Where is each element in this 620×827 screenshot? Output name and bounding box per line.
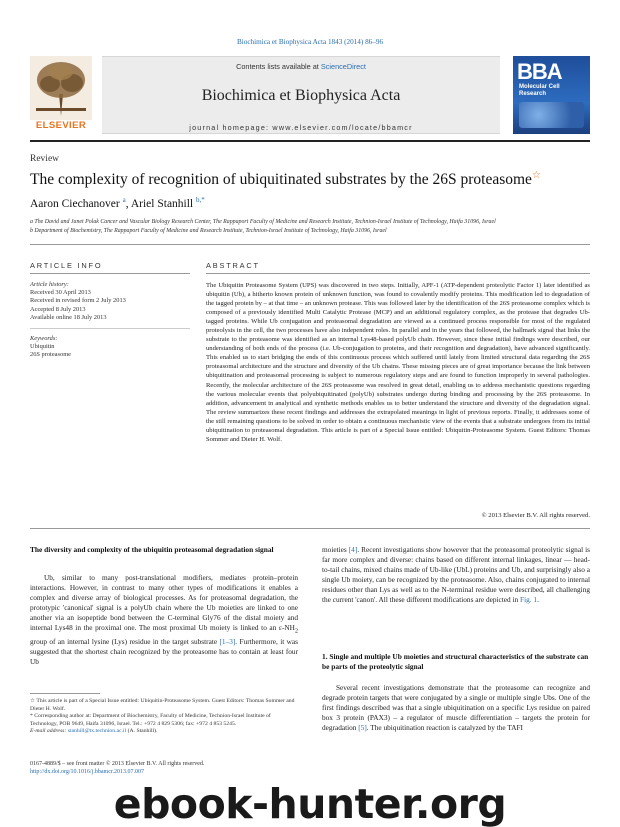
journal-title: Biochimica et Biophysica Acta (201, 87, 401, 104)
figure-link[interactable]: Fig. 1 (520, 594, 538, 604)
reference-link[interactable]: [5] (358, 722, 367, 732)
abstract-text: The Ubiquitin Proteasome System (UPS) was discovered in two steps. Initially, APF-1 (ATP-dependent proteolytic Factor 1) later identified as ubiquitin (Ub), a hitherto known protein of unknown function, was found to covalently modify proteins. This modification led to degradation of the tagged protein by – at that time – an unknown protease. This was followed later by the identification of the 26S proteasome complex which is composed of a previously identified Multi Catalytic Protease (MCP) and an additional regulatory complex, as the protease that degrades Ub-tagged proteins. While Ub conjugation and proteasomal degradation are viewed as a continued process responsible for most of the regulated proteolysis in the cell, the two processes have also independent roles. In parallel and in the years that followed, the hallmark signal that links the substrate to the proteasome was identified as an internal Lys48-based polyUb chain. However, since these initial findings were described, our understanding of both ends of the process (i.e. Ub-conjugation to proteins, and their recognition and degradation), have advanced significantly. This enabled us to start bridging the ends of this continuous process which suffered until lately from limited structural data regarding the 26S proteasomal architecture and the structure and diversity of the Ub chains. These missing pieces are of great importance because the link between ubiquitination and proteasomal processing is subject to numerous regulatory steps and are found to function improperly in several pathologies. Recently, the molecular architecture of the 26S proteasome was resolved in great detail, enabling us to address mechanistic questions regarding the various molecular events that polyubiquitinated (polyUb) substrates undergo during binding and processing by the 26S proteasome. In addition, advancement in analytical and synthetic methods enables us to better understand the structure and diversity of the degradation signal. The review summarizes these recent findings and addresses the extrapolated meanings in light of previous reports. Finally, it addresses some of the still remaining questions to be solved in order to obtain a continuous mechanistic view of the events that a substrate undergoes from its initial ubiquitination to proteasomal degradation. This article is part of a Special Issue entitled: Ubiquitin-Proteasome System. Guest Editors: Thomas Sommer and Dieter H. Wolf. (206, 282, 590, 443)
body-text: . (537, 594, 539, 604)
cover-subtitle: Molecular Cell Research (519, 84, 560, 97)
author-list (30, 196, 205, 210)
footnote: * Corresponding author at: Department of Biochemistry, Faculty of Medicine, Technion-Israel Institute of Technology, POB 9649, Haifa 31096, Israel. Tel.: +972 4 829 5306; fax: +972 4 853 5245. (30, 713, 271, 727)
keywords-label: Keywords: (30, 335, 58, 342)
reference-link[interactable]: [4] (348, 545, 358, 554)
elsevier-tree-logo (30, 56, 92, 134)
history-item: Available online 18 July 2013 (30, 313, 107, 321)
abstract-divider (206, 273, 590, 274)
journal-citation[interactable]: Biochimica et Biophysica Acta 1843 (2014) 86–96 (236, 38, 384, 46)
body-paragraph (30, 573, 298, 667)
journal-banner (30, 56, 590, 134)
journal-title-box (102, 56, 500, 134)
info-divider (30, 328, 190, 329)
elsevier-wordmark: ELSEVIER (35, 120, 87, 131)
sciencedirect-link[interactable]: ScienceDirect (320, 62, 366, 71)
article-info-heading: ARTICLE INFO (30, 261, 103, 270)
journal-cover-image (513, 56, 590, 134)
journal-homepage[interactable]: journal homepage: www.elsevier.com/locate/bbamcr (189, 123, 413, 132)
footnotes (30, 698, 298, 736)
footnote: ☆ This article is part of a Special Issue entitled: Ubiquitin-Proteasome System. Guest Editors: Thomas Sommer and Dieter H. Wolf. (30, 698, 295, 712)
contents-line (102, 62, 500, 71)
header-divider (30, 140, 590, 142)
title-divider (30, 244, 590, 245)
body-text: . The ubiquitination reaction is catalyzed by the TAFI (366, 722, 523, 732)
article-title (30, 170, 590, 189)
issn-footer (30, 760, 204, 776)
keywords (30, 335, 160, 360)
tree-icon (30, 56, 92, 120)
keyword: Ubiquitin (30, 343, 55, 351)
body-text: . Furthermore, it was suggested that the shortest chain recognized by the proteasome has to contain at least four Ub (30, 636, 298, 666)
subscript: 2 (294, 627, 298, 634)
body-paragraph (322, 545, 590, 604)
body-text: Ub, similar to many post-translational modifiers, mediates protein–protein interactions. However, in contrast to many other types of modifications it enables a complex and diverse array of biological processes. As for proteasomal degradation, the prototypic 'canonical' signal is a polyUb chain where the Ub moieties are linked to one another via an isopeptide bond between the C-terminal Gly76 of the distal moiety and internal Lys48 in the proximal one. The most proximal Ub moiety is linked to an ε-NH (30, 573, 298, 632)
doi-link[interactable]: http://dx.doi.org/10.1016/j.bbamcr.2013.07.007 (30, 769, 145, 775)
affiliation: a The David and Janet Polak Cancer and Vascular Biology Research Center, The Rappaport Faculty of Medicine and Research Institute, Technion-Israel Institute of Technology, Haifa 31096, Israel (30, 219, 496, 225)
info-divider (30, 273, 190, 274)
issn-line: 0167-4889/$ – see front matter © 2013 Elsevier B.V. All rights reserved. (30, 761, 205, 767)
section-heading: 1. Single and multiple Ub moieties and structural characteristics of the substrate can be parts of the proteolytic signal (322, 652, 589, 671)
keyword: 26S proteasome (30, 351, 71, 359)
contents-prefix: Contents lists available at (236, 62, 321, 71)
author-separator: , (125, 197, 131, 210)
abstract-end-divider (30, 528, 590, 529)
author-name[interactable]: Ariel Stanhill (130, 197, 194, 210)
email-link[interactable]: stanhill@tx.technion.ac.il (67, 728, 127, 735)
article-title-text: The complexity of recognition of ubiquitinated substrates by the 26S proteasome (30, 171, 532, 189)
abstract-heading: ABSTRACT (206, 261, 260, 270)
watermark-text: ebook-hunter.org (113, 780, 507, 827)
email-label: E-mail address: (30, 728, 67, 735)
history-label: Article history: (30, 281, 69, 288)
body-text: . Recent investigations show however that the proteasomal proteolytic signal is far more complex and diverse: chains based on different internal linkages, linear — head-to-tail chains, mixed chains made of Ub-like (UbL) proteins and Ub, and surprisingly also a single Ub moiety, can be recognized by the proteasome. Also, chains conjugated to internal residues other than Lys as well as to the N-terminal residue were described, all challenging the current 'canon'. All these different modifications are depicted in (322, 545, 590, 604)
email-footnote (30, 728, 298, 736)
email-suffix: (A. Stanhill). (127, 728, 158, 735)
affiliation: b Department of Biochemistry, The Rappaport Faculty of Medicine and Research Institute, Technion-Israel Institute of Technology, Haifa 31096, Israel (30, 228, 387, 234)
history-item: Accepted 8 July 2013 (30, 305, 86, 313)
body-text: moieties (322, 545, 349, 554)
cover-illustration (519, 102, 584, 128)
footnote-divider (30, 693, 100, 694)
author-affil-mark[interactable]: a (122, 196, 126, 204)
history-item: Received in revised form 2 July 2013 (30, 297, 126, 305)
reference-link[interactable]: [1–3] (219, 636, 236, 646)
section-heading: The diversity and complexity of the ubiquitin proteasomal degradation signal (30, 545, 274, 554)
section-type: Review (30, 154, 60, 164)
body-paragraph (322, 683, 590, 733)
body-text: group of an internal lysine (Lys) residue in the target substrate (30, 636, 220, 646)
copyright: © 2013 Elsevier B.V. All rights reserved. (481, 512, 590, 519)
history-item: Received 30 April 2013 (30, 289, 91, 297)
author-affil-mark[interactable]: b,* (196, 196, 205, 204)
cover-bba-text: BBA (517, 59, 562, 84)
body-text: Several recent investigations demonstrate that the proteasome can recognize and degrade protein targets that were conjugated by a single or multiple single Ubs. One of the first findings described was that a single ubiquitination on a specific Lys residue on paired box 3 protein (PAX3) – a regulator of muscle differentiation – targets the protein for degradation (322, 683, 590, 732)
article-history (30, 281, 160, 322)
title-footnote-mark[interactable]: ☆ (531, 170, 541, 181)
author-name[interactable]: Aaron Ciechanover (30, 197, 120, 210)
